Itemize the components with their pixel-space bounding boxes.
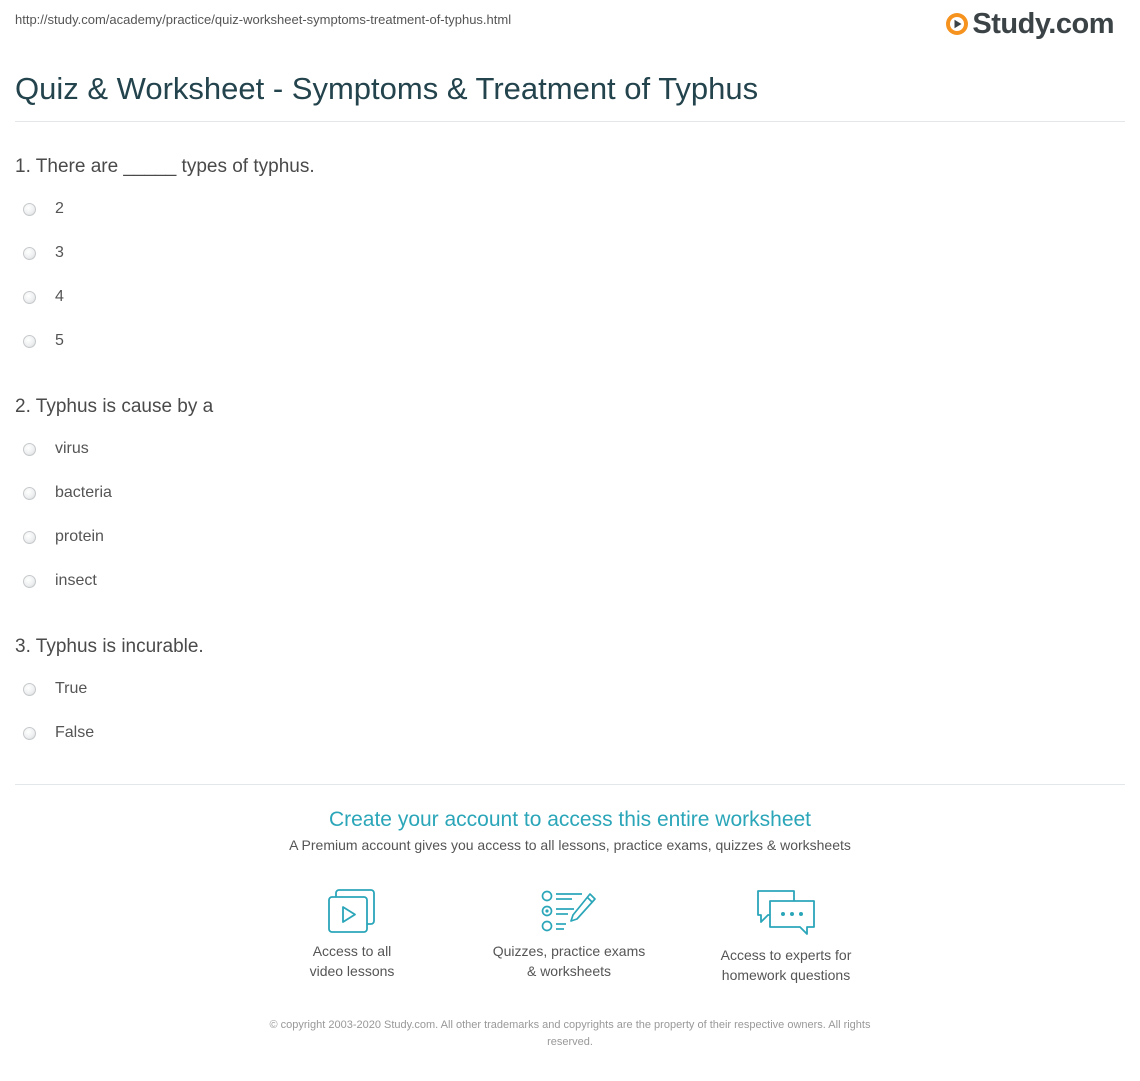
signup-cta bbox=[0, 806, 1140, 853]
radio-button[interactable] bbox=[23, 203, 36, 216]
video-lessons-icon bbox=[326, 888, 378, 934]
radio-button[interactable] bbox=[23, 291, 36, 304]
answer-option[interactable] bbox=[15, 427, 1115, 471]
study-logo[interactable] bbox=[945, 8, 1114, 40]
answer-option[interactable] bbox=[15, 319, 1115, 363]
option-label: virus bbox=[55, 440, 89, 457]
feature-text: Access to experts for homework questions bbox=[720, 947, 852, 983]
option-label: 5 bbox=[55, 332, 64, 349]
radio-button[interactable] bbox=[23, 335, 36, 348]
answer-option[interactable] bbox=[15, 275, 1115, 319]
answer-options bbox=[15, 427, 1115, 603]
page-title: Quiz & Worksheet - Symptoms & Treatment of Typhus bbox=[15, 71, 759, 106]
option-label: 4 bbox=[55, 288, 64, 305]
copyright-notice: © copyright 2003-2020 Study.com. All other trademarks and copyrights are the property of their respective owners. All rights reserved. bbox=[269, 1019, 871, 1048]
feature-text: Access to all video lessons bbox=[309, 943, 395, 979]
radio-button[interactable] bbox=[23, 443, 36, 456]
answer-option[interactable] bbox=[15, 711, 1115, 755]
question-text: 1. There are _____ types of typhus. bbox=[15, 156, 315, 177]
option-label: True bbox=[55, 680, 88, 697]
radio-button[interactable] bbox=[23, 487, 36, 500]
quiz-divider bbox=[15, 784, 1125, 785]
question-2 bbox=[15, 395, 1115, 603]
answer-option[interactable] bbox=[15, 515, 1115, 559]
feature-quizzes bbox=[469, 888, 669, 981]
radio-button[interactable] bbox=[23, 727, 36, 740]
option-label: insect bbox=[55, 572, 97, 589]
cta-subtitle: A Premium account gives you access to all lessons, practice exams, quizzes & worksheets bbox=[289, 837, 851, 853]
option-label: 2 bbox=[55, 200, 64, 217]
play-logo-icon bbox=[945, 12, 969, 36]
option-label: protein bbox=[55, 528, 104, 545]
answer-option[interactable] bbox=[15, 471, 1115, 515]
answer-option[interactable] bbox=[15, 231, 1115, 275]
title-divider bbox=[15, 121, 1125, 122]
radio-button[interactable] bbox=[23, 247, 36, 260]
answer-options bbox=[15, 667, 1115, 755]
option-label: bacteria bbox=[55, 484, 112, 501]
answer-option[interactable] bbox=[15, 187, 1115, 231]
option-label: 3 bbox=[55, 244, 64, 261]
cta-title-link[interactable]: Create your account to access this entire worksheet bbox=[328, 808, 812, 831]
option-label: False bbox=[55, 724, 95, 741]
radio-button[interactable] bbox=[23, 575, 36, 588]
question-3 bbox=[15, 635, 1115, 755]
answer-option[interactable] bbox=[15, 559, 1115, 603]
answer-option[interactable] bbox=[15, 667, 1115, 711]
logo-text: Study.com bbox=[972, 8, 1114, 40]
question-1 bbox=[15, 155, 1115, 363]
feature-experts bbox=[686, 888, 886, 985]
radio-button[interactable] bbox=[23, 683, 36, 696]
answer-options bbox=[15, 187, 1115, 363]
radio-button[interactable] bbox=[23, 531, 36, 544]
feature-video-lessons bbox=[252, 888, 452, 981]
question-text: 2. Typhus is cause by a bbox=[15, 396, 214, 417]
quiz-checklist-icon bbox=[540, 888, 598, 934]
chat-bubbles-icon bbox=[754, 888, 818, 938]
feature-text: Quizzes, practice exams & worksheets bbox=[492, 943, 646, 979]
page-url: http://study.com/academy/practice/quiz-worksheet-symptoms-treatment-of-typhus.html bbox=[15, 12, 512, 27]
question-text: 3. Typhus is incurable. bbox=[15, 636, 204, 657]
